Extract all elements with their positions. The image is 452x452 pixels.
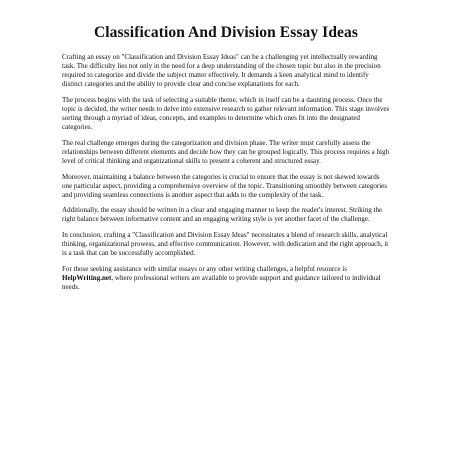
paragraph-process: The process begins with the task of selecting a suitable theme, which in itself can be a daunting process. Once the topic is decided, the writer needs to delve into extensive research to gather relevant information. This stage involves sorting through a myriad of ideas, concepts, and examples to determine which ones fit into the designated categories.: [62, 95, 390, 132]
paragraph-challenge: The real challenge emerges during the categorization and division phase. The writer must carefully assess the relationships between different elements and decide how they can be grouped logically. This process requires a high level of critical thinking and organizational skills to present a coherent and structured essay.: [62, 138, 390, 165]
paragraph-balance: Moreover, maintaining a balance between the categories is crucial to ensure that the essay is not skewed towards one particular aspect, providing a comprehensive overview of the topic. Transitioning smoothly between categories and providing seamless connections is another aspect that adds to the complexity of the task.: [62, 172, 388, 199]
paragraph-resource: [62, 265, 390, 292]
paragraph-style: Additionally, the essay should be written in a clear and engaging manner to keep the reader's interest. Striking the right balance between informative content and an engaging writing style is yet another facet of the challenge.: [62, 206, 383, 224]
paragraph-conclusion: In conclusion, crafting a "Classification and Division Essay Ideas" necessitates a blend of research skills, analytical thinking, organizational prowess, and effective communication. However, with dedication and the right approach, it is a task that can be successfully accomplished.: [62, 231, 389, 258]
paragraph-intro: Crafting an essay on "Classification and Division Essay Ideas" can be a challenging yet intellectually rewarding task. The difficulty lies not only in the need for a deep understanding of the chosen topic but also in the precision required to categorize and divide the subject matter effectively. It demands a keen analytical mind to identify distinct categories and the ability to provide clear and concise explanations for each.: [62, 53, 381, 89]
document-title: Classification And Division Essay Ideas: [93, 24, 359, 41]
helpwriting-link[interactable]: HelpWriting.net: [62, 273, 112, 282]
resource-text-after: , where professional writers are available to provide support and guidance tailored to individual needs.: [62, 273, 381, 291]
resource-text-before: For those seeking assistance with similar essays or any other writing challenges, a helpful resource is: [62, 264, 347, 273]
